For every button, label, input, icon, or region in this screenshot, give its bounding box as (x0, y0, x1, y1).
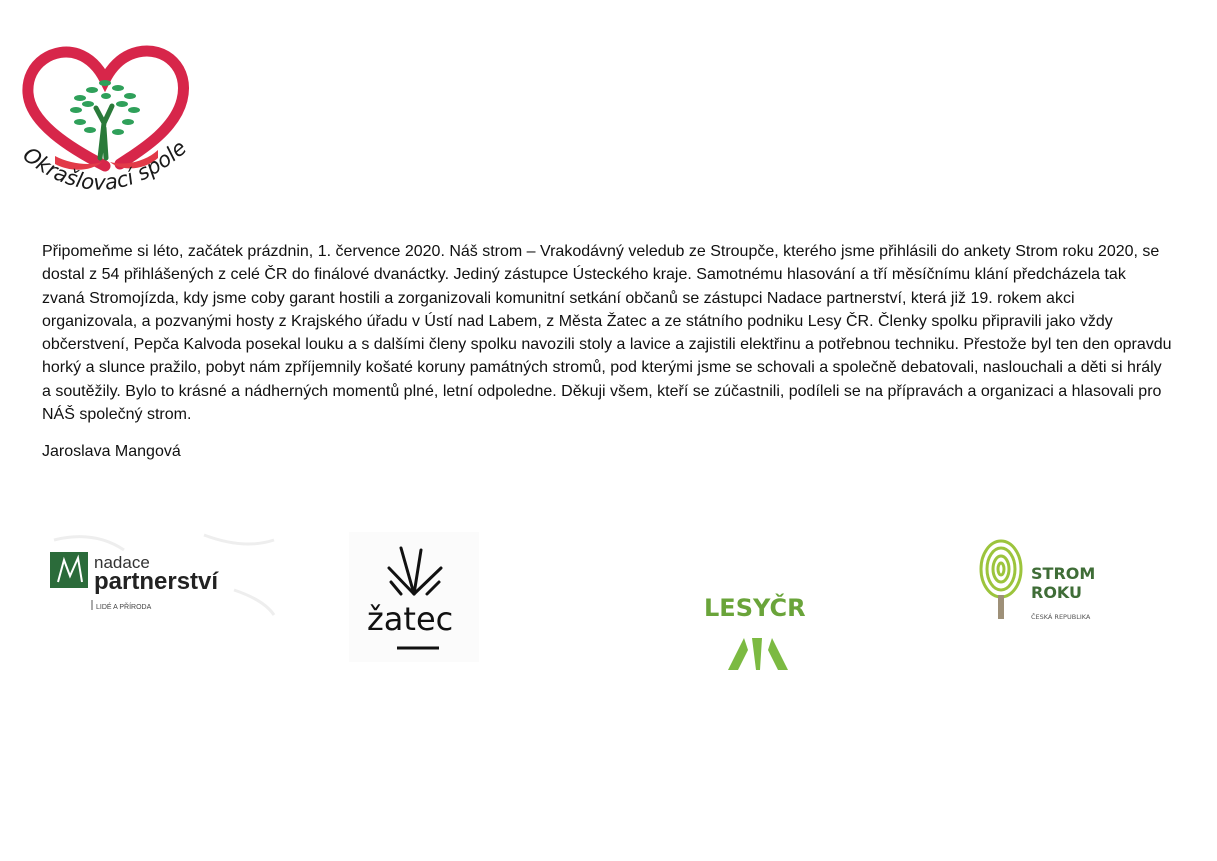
okraslovaci-spolek-logo (10, 38, 200, 208)
strom-tagline: ČESKÁ REPUBLIKA (1031, 613, 1091, 621)
article (42, 240, 1172, 463)
heart-tree-icon (10, 38, 200, 208)
hops-icon (389, 548, 441, 594)
lesy-name: LESYČR (704, 594, 806, 622)
nadace-line2: partnerství (94, 568, 219, 595)
article-signature: Jaroslava Mangová (42, 443, 181, 461)
strom-line2: ROKU (1031, 583, 1083, 602)
logo-text: Okrašlovací spole (18, 135, 192, 195)
nadace-partnerstvi-logo (34, 530, 279, 625)
tree-icon (50, 552, 88, 588)
nadace-line1: nadace (94, 553, 150, 572)
arrow-tree-icon (728, 638, 788, 670)
zatec-name: žatec (367, 600, 454, 638)
lesy-cr-logo (700, 590, 815, 675)
strom-roku-logo (975, 535, 1125, 625)
article-paragraph: Připomeňme si léto, začátek prázdnin, 1. července 2020. Náš strom – Vrakodávný veledub ze Stroupče, kterého jsme přihlásili do ankety Strom roku 2020, se dostal z 54 přihlášených z celé ČR do finálové dvanáctky. Jediný zástupce Ústeckého kraje. Samotnému hlasování a tří měsíčnímu klání předcházela tak zvaná Stromojízda, kdy jsme coby garant hostili a zorganizovali komunitní setkání občanů se zástupci Nadace partnerství, která již 19. rokem akci organizovala, a pozvanými hosty z Krajského úřadu v Ústí nad Labem, z Města Žatec a ze státního podniku Lesy ČR. Členky spolku připravili jako vždy občerstvení, Pepča Kalvoda posekal louku a s dalšími členy spolku navozili stoly a lavice a zajistili elektřinu a potřebnou techniku. Přestože byl ten den opravdu horký a slunce pražilo, pobyt nám zpříjemnily košaté koruny památných stromů, pod kterými jsme se schovali a společně debatovali, naslouchali a děti si hrály a soutěžily. Bylo to krásné a nádherných momentů plné, letní odpoledne. Děkuji všem, kteří se zúčastnili, podíleli se na přípravách a organizaci a hlasovali pro NÁŠ společný strom. (42, 243, 1172, 424)
fingerprint-tree-icon (981, 541, 1021, 597)
strom-line1: STROM (1031, 564, 1096, 583)
zatec-logo (349, 532, 479, 662)
nadace-tagline: LIDÉ A PŘÍRODA (96, 604, 152, 611)
